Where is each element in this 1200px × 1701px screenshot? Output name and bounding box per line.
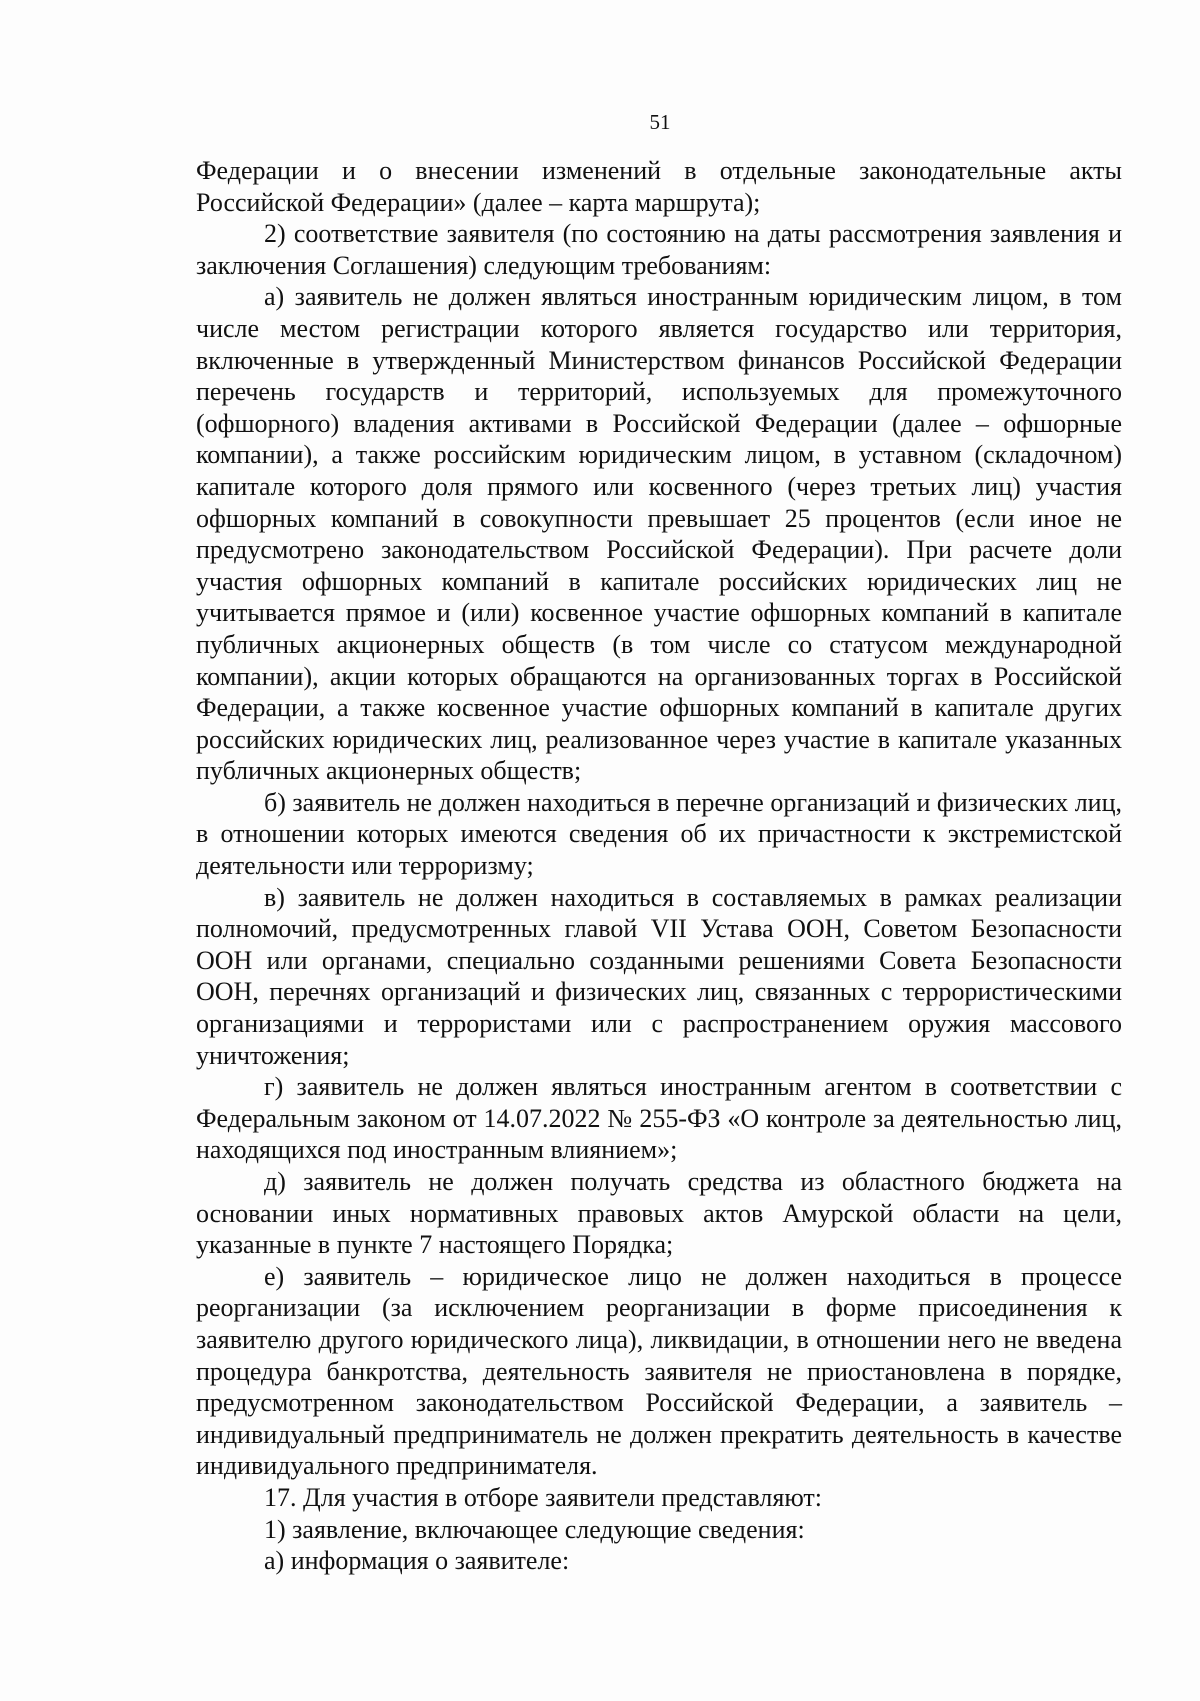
- paragraph-subitem-g: г) заявитель не должен являться иностранным агентом в соответствии с Федеральным законом от 14.07.2022 № 255-ФЗ «О контроле за деятельностью лиц, находящихся под иностранным влиянием»;: [196, 1072, 1122, 1165]
- page-number: 51: [649, 110, 671, 134]
- paragraph-subitem-d: д) заявитель не должен получать средства из областного бюджета на основании иных нормативных правовых актов Амурской области на цели, указанные в пункте 7 настоящего Порядка;: [196, 1167, 1122, 1260]
- paragraph-subitem-a: а) заявитель не должен являться иностранным юридическим лицом, в том числе местом регистрации которого является государство или территория, включенные в утвержденный Министерством финансов Российской Федерации перечень государств и территорий, используемых для промежуточного (офшорного) владения активами в Российской Федерации (далее – офшорные компании), а также российским юридическим лицом, в уставном (складочном) капитале которого доля прямого или косвенного (через третьих лиц) участия офшорных компаний в совокупности превышает 25 процентов (если иное не предусмотрено законодательством Российской Федерации). При расчете доли участия офшорных компаний в капитале российских юридических лиц не учитывается прямое и (или) косвенное участие офшорных компаний в капитале публичных акционерных обществ (в том числе со статусом международной компании), акции которых обращаются на организованных торгах в Российской Федерации, а также косвенное участие офшорных компаний в капитале других российских юридических лиц, реализованное через участие в капитале указанных публичных акционерных обществ;: [196, 282, 1122, 786]
- paragraph-item-17-1-a: а) информация о заявителе:: [264, 1546, 570, 1576]
- paragraph-item-17: 17. Для участия в отборе заявители представляют:: [264, 1482, 823, 1512]
- paragraph-item-2: 2) соответствие заявителя (по состоянию на даты рассмотрения заявления и заключения Соглашения) следующим требованиям:: [196, 219, 1122, 280]
- paragraph-subitem-v: в) заявитель не должен находиться в составляемых в рамках реализации полномочий, предусмотренных главой VII Устава ООН, Советом Безопасности ООН или органами, специально созданными решениями Совета Безопасности ООН, перечнях организаций и физических лиц, связанных с террористическими организациями и террористами или с распространением оружия массового уничтожения;: [196, 882, 1122, 1070]
- document-body: [196, 155, 1122, 1577]
- paragraph-continuation: Федерации и о внесении изменений в отдельные законодательные акты Российской Федерации» (далее – карта маршрута);: [196, 156, 1122, 217]
- paragraph-subitem-e: е) заявитель – юридическое лицо не должен находиться в процессе реорганизации (за исключением реорганизации в форме присоединения к заявителю другого юридического лица), ликвидации, в отношении него не введена процедура банкротства, деятельность заявителя не приостановлена в порядке, предусмотренном законодательством Российской Федерации, а заявитель – индивидуальный предприниматель не должен прекратить деятельность в качестве индивидуального предпринимателя.: [196, 1261, 1122, 1481]
- paragraph-subitem-b: б) заявитель не должен находиться в перечне организаций и физических лиц, в отношении которых имеются сведения об их причастности к экстремистской деятельности или терроризму;: [196, 787, 1122, 881]
- paragraph-item-17-1: 1) заявление, включающее следующие сведения:: [264, 1514, 805, 1544]
